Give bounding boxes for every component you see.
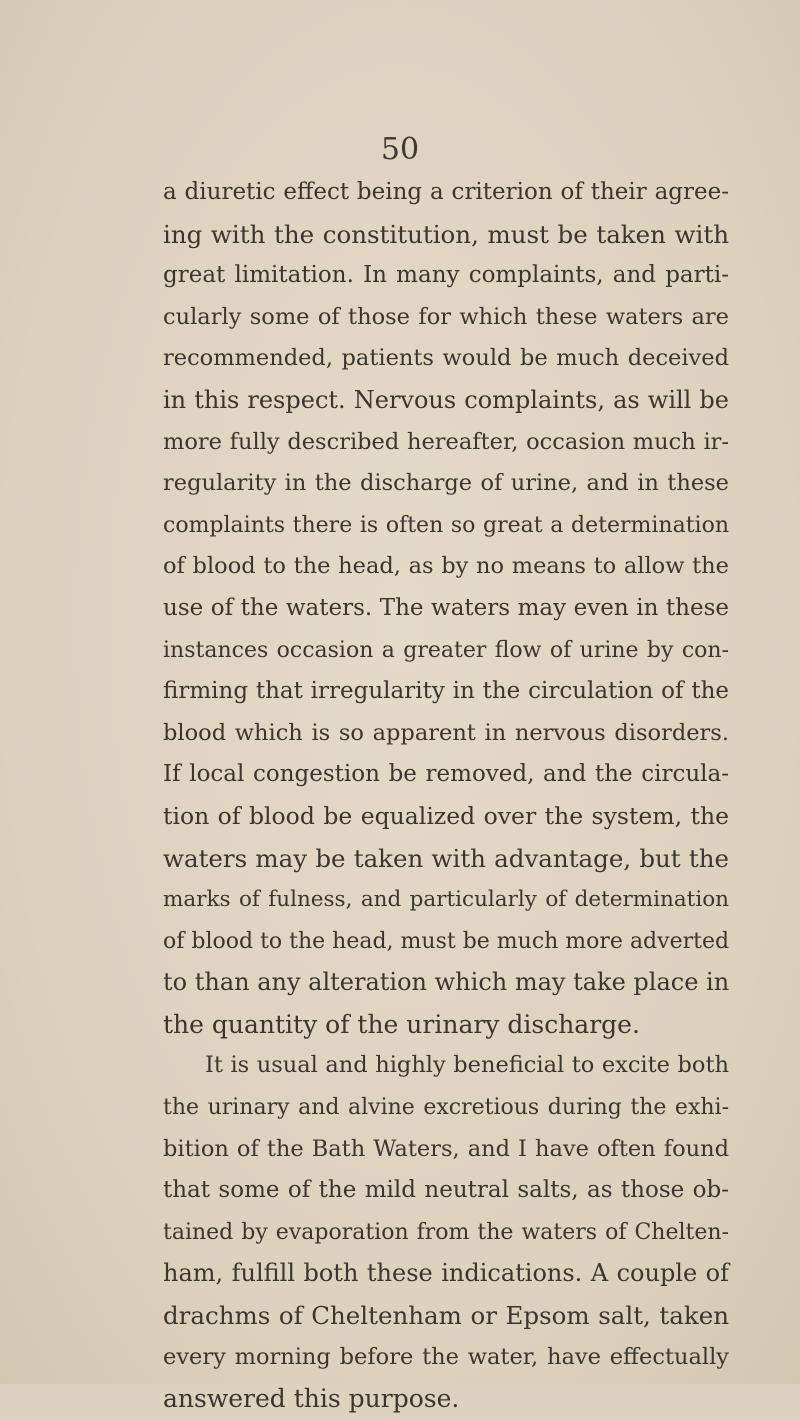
text-line: great limitation. In many complaints, and parti- <box>163 262 729 289</box>
text-line: firming that irregularity in the circulation of the <box>163 678 729 705</box>
text-line: the urinary and alvine excretious during the exhi- <box>163 1095 729 1121</box>
text-line: of blood to the head, must be much more adverted <box>163 928 730 954</box>
text-line: every morning before the water, have effectually <box>163 1343 729 1370</box>
text-line: regularity in the discharge of urine, and in these <box>163 470 729 497</box>
text-line: cularly some of those for which these waters are <box>163 303 729 330</box>
text-line: If local congestion be removed, and the circula- <box>163 761 729 788</box>
text-line: a diuretic effect being a criterion of their agree- <box>163 179 729 205</box>
text-line: instances occasion a greater flow of urine by con- <box>163 637 729 663</box>
text-line: tion of blood be equalized over the system, the <box>163 801 729 830</box>
text-line: more fully described hereafter, occasion much ir- <box>163 428 729 455</box>
text-line: tained by evaporation from the waters of Chelten- <box>163 1219 729 1245</box>
text-line: bition of the Bath Waters, and I have often found <box>163 1135 729 1162</box>
text-line: use of the waters. The waters may even in these <box>163 594 729 621</box>
text-line: ham, fulfill both these indications. A couple of <box>163 1259 729 1288</box>
text-line: drachms of Cheltenham or Epsom salt, taken <box>163 1301 729 1331</box>
text-line: blood which is so apparent in nervous disorders. <box>163 719 729 746</box>
text-line: ing with the constitution, must be taken with <box>163 219 729 249</box>
text-line: marks of fulness, and particularly of determination <box>163 887 729 913</box>
text-line: It is usual and highly beneficial to excite both <box>205 1052 729 1079</box>
text-line: recommended, patients would be much deceived <box>163 345 729 372</box>
text-line: complaints there is often so great a determination <box>163 512 729 538</box>
text-line: in this respect. Nervous complaints, as will be <box>163 385 729 414</box>
text-line: that some of the mild neutral salts, as those ob- <box>163 1177 729 1204</box>
text-line: waters may be taken with advantage, but the <box>163 843 729 873</box>
page-number: 50 <box>380 132 420 167</box>
text-line: of blood to the head, as by no means to allow the <box>163 553 729 580</box>
text-line: answered this purpose. <box>163 1384 460 1414</box>
text-line: to than any alteration which may take place in <box>163 968 730 997</box>
body-text <box>163 172 729 1420</box>
text-line: the quantity of the urinary discharge. <box>163 1009 640 1039</box>
